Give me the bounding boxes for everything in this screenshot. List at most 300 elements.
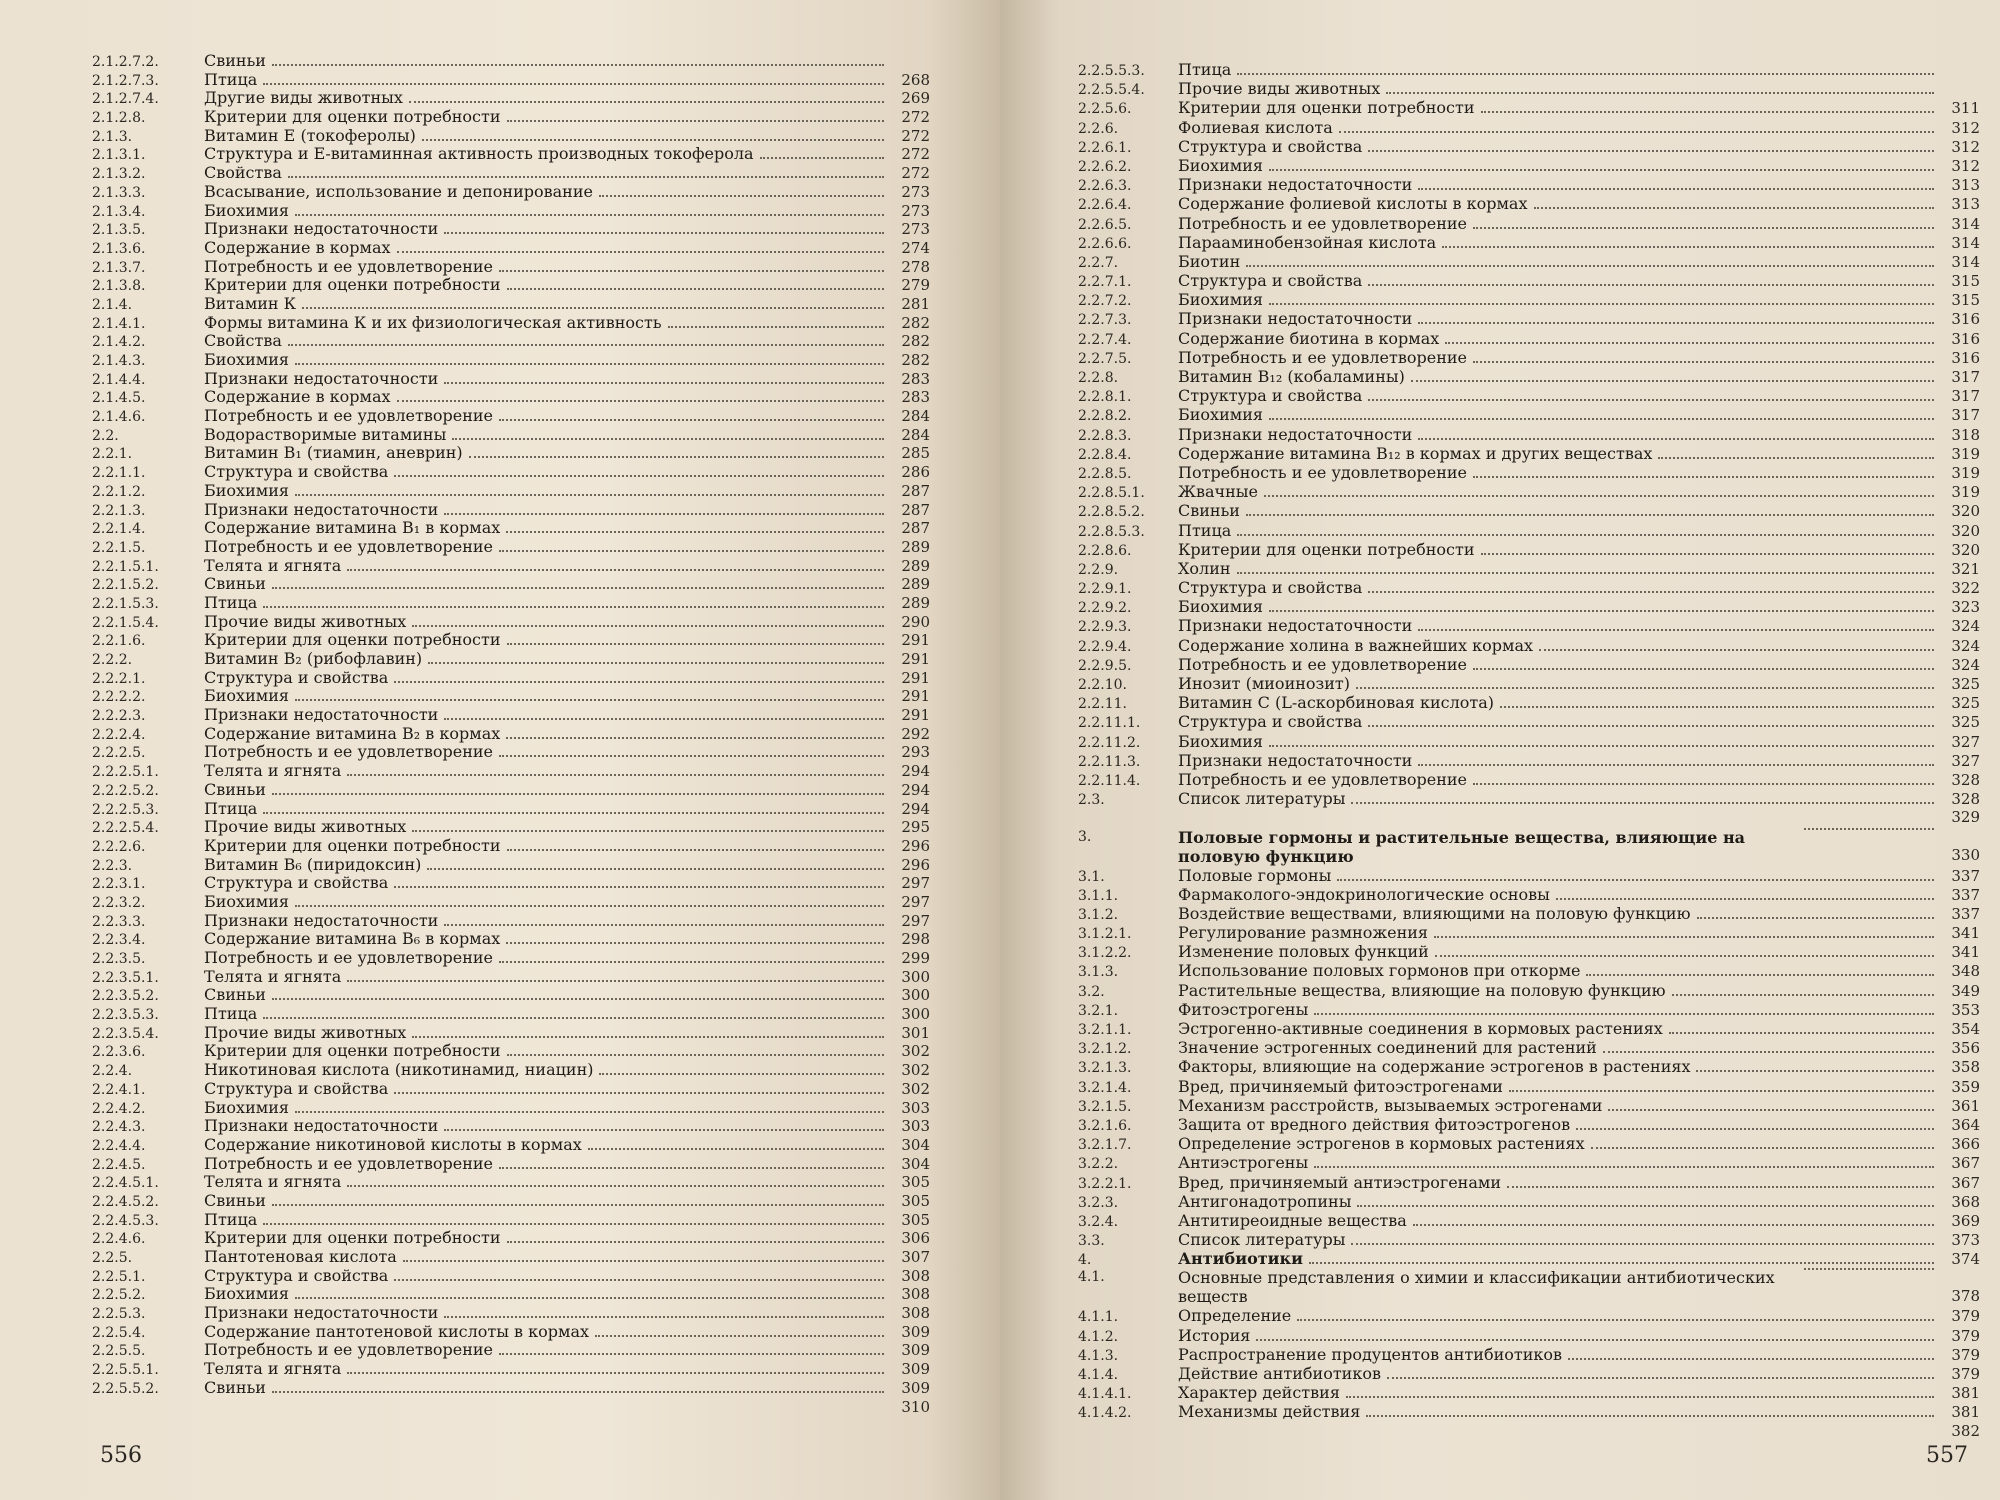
toc-entry xyxy=(92,71,930,90)
toc-entry-title: Парааминобензойная кислота xyxy=(1178,232,1437,252)
toc-entry-title: Половые гормоны и растительные вещества, влияющие на половую функцию xyxy=(1178,827,1746,866)
toc-entry-number: 2.2.2.4. xyxy=(92,726,146,743)
toc-entry-title: Содержание витамина B₆ в кормах xyxy=(204,929,501,949)
dot-leader xyxy=(1237,73,1934,75)
toc-entry-number: 2.2.9.4. xyxy=(1078,638,1132,655)
toc-entry-title: Распространение продуцентов антибиотиков xyxy=(1178,1344,1563,1364)
dot-leader xyxy=(499,755,884,757)
toc-entry-title: Жвачные xyxy=(1178,482,1258,502)
toc-entry-title: Птица xyxy=(204,798,258,818)
toc-entry-title: Критерии для оценки потребности xyxy=(204,107,501,127)
toc-entry-page: 313 xyxy=(1951,176,1980,195)
dot-leader xyxy=(1804,1268,1934,1270)
left-page-number: 556 xyxy=(100,1443,142,1468)
toc-entry-title: Критерии для оценки потребности xyxy=(1178,98,1475,118)
toc-entry-page: 297 xyxy=(901,911,930,930)
toc-entry-page: 364 xyxy=(1951,1115,1980,1134)
dot-leader xyxy=(422,139,884,141)
dot-leader xyxy=(1368,591,1934,593)
toc-entry-title: Свиньи xyxy=(204,985,266,1005)
toc-entry-page: 324 xyxy=(1951,655,1980,674)
toc-entry-title: Структура и свойства xyxy=(1178,578,1363,598)
dot-leader xyxy=(1368,725,1934,727)
toc-entry xyxy=(1078,1364,1980,1383)
toc-entry xyxy=(92,220,930,239)
toc-entry-title: Признаки недостаточности xyxy=(1178,616,1413,636)
toc-entry xyxy=(1078,961,1980,980)
toc-entry-title: Всасывание, использование и депонирование xyxy=(204,181,593,201)
toc-entry xyxy=(1078,463,1980,482)
toc-entry-title: Антиэстрогены xyxy=(1178,1153,1309,1173)
toc-entry-number: 2.2.11.1. xyxy=(1078,715,1141,732)
toc-entry-title: Защита от вредного действия фитоэстрогенов xyxy=(1178,1114,1571,1134)
toc-entry xyxy=(1078,1153,1980,1172)
toc-entry-page: 310 xyxy=(901,1397,930,1416)
toc-entry xyxy=(92,594,930,613)
toc-entry-number: 2.2.1.6. xyxy=(92,633,146,650)
dot-leader xyxy=(1418,438,1934,440)
toc-entry-title: Фармаколого-эндокринологические основы xyxy=(1178,884,1550,904)
toc-entry xyxy=(1078,636,1980,655)
dot-leader xyxy=(272,64,884,66)
toc-entry-page: 279 xyxy=(901,276,930,295)
toc-entry-title: Структура и свойства xyxy=(1178,712,1363,732)
toc-entry-page: 269 xyxy=(901,89,930,108)
dot-leader xyxy=(1418,188,1934,190)
toc-entry xyxy=(92,669,930,688)
toc-entry-number: 2.2.11.2. xyxy=(1078,734,1141,751)
toc-entry xyxy=(1078,1211,1980,1230)
toc-entry-number: 3.2.4. xyxy=(1078,1213,1119,1230)
toc-entry-page: 366 xyxy=(1951,1135,1980,1154)
toc-entry xyxy=(1078,981,1980,1000)
toc-entry-page: 289 xyxy=(901,537,930,556)
toc-entry-page: 361 xyxy=(1951,1096,1980,1115)
toc-entry-title: Витамин К xyxy=(204,293,297,313)
toc-entry-number: 2.1.4.5. xyxy=(92,390,146,407)
toc-entry xyxy=(1078,1249,1980,1268)
toc-entry-number: 2.2.2. xyxy=(92,652,133,668)
toc-entry-title: Витамин B₂ (рибофлавин) xyxy=(204,649,423,668)
toc-entry-number: 2.2.8.5.3. xyxy=(1078,523,1145,540)
dot-leader xyxy=(444,1129,884,1131)
toc-entry-page: 359 xyxy=(1951,1077,1980,1096)
toc-entry xyxy=(1078,482,1980,501)
toc-entry-title: Потребность и ее удовлетворение xyxy=(1178,654,1467,674)
toc-entry-title: Характер действия xyxy=(1178,1383,1340,1403)
toc-entry-number: 3.1.2. xyxy=(1078,906,1119,923)
toc-entry xyxy=(1078,60,1980,79)
toc-entry-title: Признаки недостаточности xyxy=(204,368,439,388)
toc-entry-number: 2.2.7.1. xyxy=(1078,274,1132,291)
toc-entry-number: 4.1. xyxy=(1078,1269,1105,1286)
toc-entry-number: 2.2.1.5.3. xyxy=(92,595,159,612)
toc-entry-number: 2.2.5.5.2. xyxy=(92,1380,159,1397)
toc-entry xyxy=(92,1304,930,1323)
dot-leader xyxy=(1387,1377,1934,1379)
toc-entry-title: Вред, причиняемый фитоэстрогенами xyxy=(1178,1076,1503,1096)
toc-entry-page: 337 xyxy=(1951,866,1980,885)
toc-entry-number: 2.2.9. xyxy=(1078,561,1119,578)
dot-leader xyxy=(347,569,884,571)
dot-leader xyxy=(1556,898,1934,900)
dot-leader xyxy=(1269,418,1934,420)
toc-entry-page: 323 xyxy=(1951,598,1980,617)
toc-entry-title: Потребность и ее удовлетворение xyxy=(204,536,493,556)
toc-entry xyxy=(1078,367,1980,386)
toc-entry-number: 4.1.4.2. xyxy=(1078,1405,1132,1422)
toc-entry-number: 2.1.4.2. xyxy=(92,334,146,351)
toc-entry-title: Свиньи xyxy=(204,51,266,70)
toc-entry-number: 2.2.1.2. xyxy=(92,483,146,500)
toc-entry-page: 318 xyxy=(1951,425,1980,444)
dot-leader xyxy=(444,382,884,384)
toc-entry-number: 2.2.4.3. xyxy=(92,1119,146,1136)
toc-entry-title: Биохимия xyxy=(204,891,289,911)
dot-leader xyxy=(469,456,884,458)
right-page-number: 557 xyxy=(1926,1443,1968,1468)
toc-entry-page: 317 xyxy=(1951,368,1980,386)
toc-entry-number: 2.2.2.5.1. xyxy=(92,764,159,781)
toc-entry xyxy=(1078,540,1980,559)
toc-entry xyxy=(92,519,930,538)
toc-entry-title: Биохимия xyxy=(204,200,289,220)
toc-entry-page: 311 xyxy=(1951,99,1980,118)
dot-leader xyxy=(1357,1205,1934,1207)
toc-entry-page: 317 xyxy=(1951,406,1980,425)
dot-leader xyxy=(1568,1358,1934,1360)
dot-leader xyxy=(506,531,884,533)
dot-leader xyxy=(1658,457,1934,459)
toc-entry-page: 341 xyxy=(1951,924,1980,943)
dot-leader xyxy=(1603,1051,1934,1053)
toc-entry-page: 295 xyxy=(901,818,930,837)
toc-entry-title: Биохимия xyxy=(1178,405,1263,425)
toc-entry xyxy=(92,239,930,258)
toc-entry-number: 4.1.3. xyxy=(1078,1347,1119,1364)
toc-entry-page: 281 xyxy=(901,294,930,313)
toc-entry-title: Свиньи xyxy=(204,1190,266,1210)
toc-entry xyxy=(1078,1192,1980,1211)
dot-leader xyxy=(1411,380,1934,382)
toc-entry-page: 300 xyxy=(901,1005,930,1024)
toc-entry-number: 2.2.4.6. xyxy=(92,1231,146,1248)
dot-leader xyxy=(1386,92,1934,94)
toc-entry-page: 314 xyxy=(1951,233,1980,252)
toc-entry-title: Содержание в кормах xyxy=(204,237,391,257)
toc-entry-title: Эстрогенно-активные соединения в кормовых растениях xyxy=(1178,1019,1663,1038)
toc-entry xyxy=(1078,808,1980,827)
toc-entry-title: Пантотеновая кислота xyxy=(204,1247,397,1266)
toc-entry xyxy=(1078,616,1980,635)
toc-entry-number: 2.2.5.5.3. xyxy=(1078,63,1145,79)
toc-entry-number: 4.1.2. xyxy=(1078,1328,1119,1345)
toc-entry-page: 315 xyxy=(1951,291,1980,310)
toc-entry-number: 2.1.4.6. xyxy=(92,409,146,426)
toc-entry-page: 314 xyxy=(1951,252,1980,271)
toc-entry xyxy=(1078,866,1980,885)
toc-entry xyxy=(92,1211,930,1230)
toc-entry-number: 2.1.2.7.2. xyxy=(92,54,159,70)
dot-leader xyxy=(394,886,884,888)
dot-leader xyxy=(1368,399,1934,401)
toc-entry xyxy=(92,930,930,949)
toc-entry-title: Признаки недостаточности xyxy=(1178,424,1413,444)
toc-entry-page: 348 xyxy=(1951,962,1980,981)
toc-entry-title: Регулирование размножения xyxy=(1178,923,1429,943)
toc-entry-title: Воздействие веществами, влияющими на половую функцию xyxy=(1178,903,1691,923)
toc-entry xyxy=(92,800,930,819)
dot-leader xyxy=(599,1073,884,1075)
toc-entry-page: 284 xyxy=(901,407,930,426)
toc-entry xyxy=(1078,597,1980,616)
dot-leader xyxy=(1804,828,1934,830)
toc-entry-page: 272 xyxy=(901,145,930,164)
toc-entry xyxy=(1078,1019,1980,1038)
toc-entry-title: Структура и свойства xyxy=(204,1078,389,1098)
toc-entry-page: 296 xyxy=(901,855,930,874)
toc-entry-title: Признаки недостаточности xyxy=(1178,309,1413,329)
toc-entry-title: Витамин С (L-аскорбиновая кислота) xyxy=(1178,693,1495,713)
toc-entry xyxy=(1078,655,1980,674)
toc-entry xyxy=(1078,732,1980,751)
toc-entry-number: 2.2.9.3. xyxy=(1078,619,1132,636)
toc-entry xyxy=(92,743,930,762)
toc-entry-page: 286 xyxy=(901,463,930,482)
toc-entry-page: 294 xyxy=(901,780,930,799)
toc-entry xyxy=(1078,233,1980,252)
toc-entry xyxy=(92,613,930,632)
dot-leader xyxy=(409,101,884,103)
toc-entry-page: 314 xyxy=(1951,214,1980,233)
toc-entry xyxy=(92,276,930,295)
dot-leader xyxy=(444,924,884,926)
toc-entry-number: 2.1.4. xyxy=(92,296,133,313)
toc-entry xyxy=(92,202,930,221)
toc-entry-title: Витамин B₆ (пиридоксин) xyxy=(204,854,422,874)
toc-entry-page: 341 xyxy=(1951,943,1980,962)
toc-entry xyxy=(92,912,930,931)
toc-entry-title: Структура и свойства xyxy=(204,667,389,687)
toc-entry-number: 2.2.11.4. xyxy=(1078,772,1141,789)
toc-entry-number: 4. xyxy=(1078,1252,1092,1269)
toc-entry-title: Прочие виды животных xyxy=(204,817,407,837)
dot-leader xyxy=(499,419,884,421)
toc-entry-page: 302 xyxy=(901,1079,930,1098)
dot-leader xyxy=(263,606,884,608)
dot-leader xyxy=(1669,1032,1934,1034)
toc-entry-page: 354 xyxy=(1951,1020,1980,1038)
toc-entry-page: 291 xyxy=(901,631,930,650)
toc-entry-page: 282 xyxy=(901,313,930,332)
toc-entry-title: Критерии для оценки потребности xyxy=(1178,539,1475,559)
dot-leader xyxy=(444,1316,884,1318)
toc-entry-number: 2.2.6.1. xyxy=(1078,139,1132,156)
toc-entry-page: 294 xyxy=(901,762,930,781)
toc-entry xyxy=(92,52,930,71)
toc-entry-number: 2.2.2.2. xyxy=(92,689,146,706)
dot-leader xyxy=(1672,994,1934,996)
toc-entry-title: Потребность и ее удовлетворение xyxy=(1178,347,1467,367)
toc-entry xyxy=(1078,137,1980,156)
toc-entry-page: 337 xyxy=(1951,904,1980,923)
dot-leader xyxy=(263,812,884,814)
dot-leader xyxy=(394,1092,884,1094)
dot-leader xyxy=(1473,361,1934,363)
toc-entry-title: Телята и ягнята xyxy=(204,1172,342,1192)
dot-leader xyxy=(295,1111,884,1113)
dot-leader xyxy=(1297,1319,1934,1321)
toc-entry-page: 304 xyxy=(901,1154,930,1173)
dot-leader xyxy=(1368,284,1934,286)
toc-entry-number: 2.1.2.7.4. xyxy=(92,91,159,108)
toc-entry-number: 3.2.1. xyxy=(1078,1002,1119,1019)
toc-entry xyxy=(1078,1134,1980,1153)
dot-leader xyxy=(499,270,884,272)
dot-leader xyxy=(444,513,884,515)
dot-leader xyxy=(1368,150,1934,152)
toc-entry-page: 301 xyxy=(901,1023,930,1042)
toc-entry-page: 379 xyxy=(1951,1365,1980,1383)
toc-entry-title: Свиньи xyxy=(204,574,266,594)
toc-entry-page: 316 xyxy=(1951,310,1980,329)
dot-leader xyxy=(394,1279,884,1281)
toc-entry-title: Вред, причиняемый антиэстрогенами xyxy=(1178,1172,1501,1192)
toc-entry-page: 374 xyxy=(1951,1250,1980,1269)
toc-entry-number: 2.2.5.3. xyxy=(92,1306,146,1323)
toc-entry-title: Содержание в кормах xyxy=(204,387,391,407)
toc-entry xyxy=(92,145,930,164)
toc-entry-page: 296 xyxy=(901,836,930,855)
toc-entry xyxy=(1078,674,1980,693)
dot-leader xyxy=(506,942,884,944)
toc-entry xyxy=(1078,1096,1980,1115)
toc-entry xyxy=(92,1341,930,1360)
toc-entry-page: 291 xyxy=(901,687,930,706)
toc-entry xyxy=(1078,1402,1980,1421)
toc-entry-page: 319 xyxy=(1951,444,1980,463)
dot-leader xyxy=(1269,745,1934,747)
dot-leader xyxy=(1269,303,1934,305)
toc-entry xyxy=(1078,770,1980,789)
toc-entry-number: 2.2.1. xyxy=(92,446,133,463)
dot-leader xyxy=(1246,514,1934,516)
toc-entry-page: 287 xyxy=(901,500,930,519)
toc-entry-title: Телята и ягнята xyxy=(204,1359,342,1379)
toc-entry xyxy=(92,762,930,781)
toc-entry-page: 324 xyxy=(1951,636,1980,655)
toc-entry xyxy=(92,575,930,594)
toc-entry-number: 2.2.1.5. xyxy=(92,539,146,556)
toc-entry-page: 307 xyxy=(901,1248,930,1266)
toc-entry xyxy=(92,426,930,445)
toc-entry-number: 2.2.4. xyxy=(92,1063,133,1080)
toc-entry-number: 2.1.4.4. xyxy=(92,371,146,388)
dot-leader xyxy=(412,830,884,832)
toc-entry-page: 287 xyxy=(901,481,930,500)
right-page xyxy=(1000,0,2000,1500)
toc-entry-title: Прочие виды животных xyxy=(1178,79,1381,99)
toc-entry-page: 298 xyxy=(901,930,930,949)
toc-entry xyxy=(92,258,930,277)
toc-entry-number: 3.1. xyxy=(1078,868,1105,885)
toc-entry-number: 3.1.1. xyxy=(1078,887,1119,904)
toc-entry-number: 2.2.8.3. xyxy=(1078,427,1132,444)
toc-entry-page: 320 xyxy=(1951,540,1980,559)
toc-entry-page: 381 xyxy=(1951,1403,1980,1422)
toc-entry-title: Водорастворимые витамины xyxy=(204,424,447,444)
toc-entry-number: 2.2.1.5.2. xyxy=(92,577,159,594)
toc-entry-number: 2.2.5.5. xyxy=(92,1343,146,1360)
dot-leader xyxy=(1246,265,1934,267)
dot-leader xyxy=(1509,1090,1934,1092)
toc-entry-number: 3.2.2.1. xyxy=(1078,1175,1132,1192)
toc-entry-page: 325 xyxy=(1951,713,1980,732)
dot-leader xyxy=(1351,802,1934,804)
toc-entry-page: 337 xyxy=(1951,885,1980,904)
toc-entry-number: 2.2.2.6. xyxy=(92,838,146,855)
toc-entry-page: 274 xyxy=(901,238,930,257)
toc-entry-title: Изменение половых функций xyxy=(1178,942,1429,962)
dot-leader xyxy=(295,905,884,907)
toc-entry xyxy=(92,1398,930,1417)
toc-entry-number: 2.2.3.2. xyxy=(92,894,146,911)
dot-leader xyxy=(452,438,884,440)
toc-entry-number: 2.1.3.3. xyxy=(92,184,146,201)
toc-entry-page: 309 xyxy=(901,1322,930,1341)
toc-entry xyxy=(92,370,930,389)
dot-leader xyxy=(444,718,884,720)
toc-entry-title: Витамин B₁ (тиамин, аневрин) xyxy=(204,443,463,463)
toc-entry-number: 2.2.8.1. xyxy=(1078,389,1132,406)
toc-entry xyxy=(92,1229,930,1248)
dot-leader xyxy=(394,475,884,477)
toc-entry-number: 2.2.7.2. xyxy=(1078,293,1132,310)
toc-entry-title: Механизмы действия xyxy=(1178,1402,1361,1422)
toc-entry xyxy=(92,781,930,800)
dot-leader xyxy=(1591,1147,1934,1149)
toc-entry-number: 2.2.6.3. xyxy=(1078,178,1132,195)
dot-leader xyxy=(1473,476,1934,478)
dot-leader xyxy=(272,793,884,795)
dot-leader xyxy=(272,1204,884,1206)
toc-entry-number: 2.2.6.5. xyxy=(1078,216,1132,233)
dot-leader xyxy=(347,980,884,982)
toc-entry-page: 320 xyxy=(1951,502,1980,521)
toc-entry-page: 369 xyxy=(1951,1211,1980,1230)
toc-entry xyxy=(1078,98,1980,117)
toc-entry-number: 2.2.4.5.2. xyxy=(92,1193,159,1210)
toc-entry-number: 3.2.3. xyxy=(1078,1194,1119,1211)
toc-entry-page: 278 xyxy=(901,257,930,276)
toc-entry-title: Механизм расстройств, вызываемых эстрогенами xyxy=(1178,1095,1603,1115)
toc-entry-number: 2.2.1.3. xyxy=(92,502,146,519)
toc-entry-number: 3.2.1.5. xyxy=(1078,1098,1132,1115)
toc-entry-title: Содержание холина в важнейших кормах xyxy=(1178,635,1534,655)
toc-entry-number: 2.2.2.3. xyxy=(92,708,146,725)
toc-entry xyxy=(92,949,930,968)
toc-entry-page: 306 xyxy=(901,1229,930,1248)
toc-entry-page: 289 xyxy=(901,593,930,612)
dot-leader xyxy=(1256,1339,1934,1341)
dot-leader xyxy=(1356,687,1934,689)
toc-entry-number: 2.2.8.4. xyxy=(1078,446,1132,463)
toc-entry xyxy=(92,407,930,426)
toc-entry-page: 378 xyxy=(1951,1287,1980,1306)
dot-leader xyxy=(1413,1224,1934,1226)
toc-entry-title: Признаки недостаточности xyxy=(204,1303,439,1323)
dot-leader xyxy=(412,625,884,627)
